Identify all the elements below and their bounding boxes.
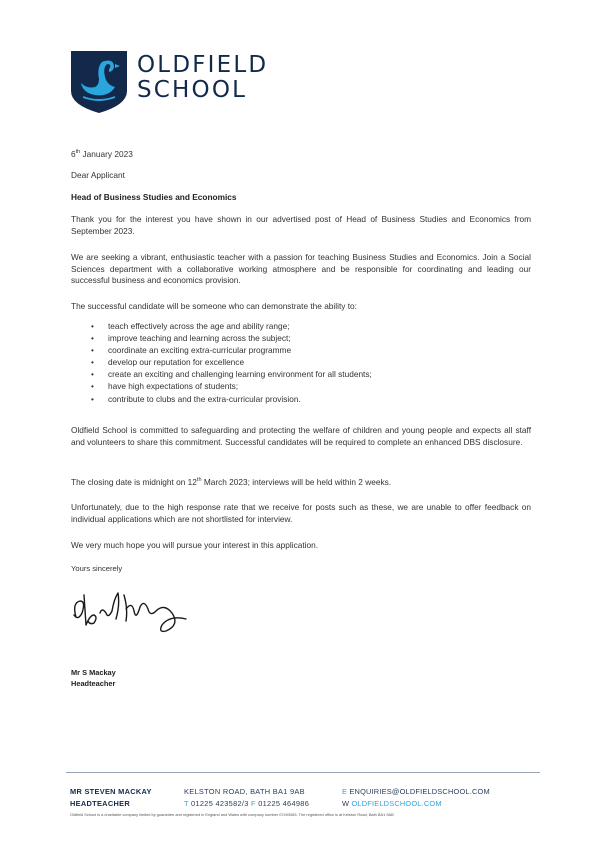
list-item: • teach effectively across the age and ability range;: [91, 320, 531, 332]
handwritten-signature: [68, 585, 198, 635]
swan-crest-icon: [71, 51, 127, 113]
footer-email[interactable]: ENQUIRIES@OLDFIELDSCHOOL.COM: [349, 787, 490, 796]
closing-date-rest: March 2023; interviews will be held within 2 weeks.: [201, 477, 392, 487]
school-name: [137, 53, 268, 103]
paragraph-intro: Thank you for the interest you have shown in our advertised post of Head of Business Studies and Economics from September 2023.: [71, 214, 531, 236]
fax-number: 01225 464986: [258, 798, 310, 808]
legal-notice: Oldfield School is a charitable company limited by guarantee and registered in England and Wales with company number 07493065. The registered office is at Kelston Road, Bath BA1 9AB: [70, 812, 394, 817]
signer-block: [71, 668, 116, 689]
footer-contact: [184, 786, 309, 809]
footer-email-line: [342, 786, 490, 798]
letter-subject: Head of Business Studies and Economics: [71, 192, 237, 202]
footer-head: [70, 786, 152, 809]
footer-divider: [66, 772, 540, 773]
phone-number: 01225 423582/3: [191, 798, 249, 808]
paragraph-feedback: Unfortunately, due to the high response rate that we receive for posts such as these, we are unable to offer feedback on individual applications which are not shortlisted for interview.: [71, 502, 531, 524]
footer-role: HEADTEACHER: [70, 798, 130, 808]
closing-line: Yours sincerely: [71, 564, 123, 573]
web-prefix: W: [342, 798, 350, 808]
phone-prefix: T: [184, 798, 189, 808]
date-month-year: January 2023: [80, 149, 133, 159]
paragraph-safeguarding: Oldfield School is committed to safeguarding and protecting the welfare of children and young people and expects all staff and volunteers to share this commitment. Successful candidates will be required to complete an enhanced DBS disclosure.: [71, 425, 531, 447]
letter-date: [71, 149, 531, 161]
footer-phones: [184, 798, 309, 810]
signer-title: Headteacher: [71, 678, 116, 688]
closing-date-suffix: th: [196, 477, 202, 484]
paragraph-closing-date: [71, 477, 531, 489]
school-name-line2: SCHOOL: [137, 77, 248, 103]
footer-address: KELSTON ROAD, BATH BA1 9AB: [184, 787, 305, 796]
list-item: • contribute to clubs and the extra-curricular provision.: [91, 393, 531, 405]
requirements-list: [91, 320, 531, 405]
list-item: • develop our reputation for excellence: [91, 356, 531, 368]
school-logo: [71, 51, 281, 113]
list-item: • create an exciting and challenging learning environment for all students;: [91, 368, 531, 380]
footer-online: [342, 786, 490, 809]
date-day: 6: [71, 149, 76, 159]
salutation: Dear Applicant: [71, 170, 125, 180]
paragraph-ability: The successful candidate will be someone who can demonstrate the ability to:: [71, 301, 357, 311]
list-item: • improve teaching and learning across the subject;: [91, 332, 531, 344]
list-item: • coordinate an exciting extra-curricular programme: [91, 344, 531, 356]
paragraph-hope: We very much hope you will pursue your interest in this application.: [71, 540, 319, 550]
closing-date-text: The closing date is midnight on 12: [71, 477, 197, 487]
footer-website[interactable]: OLDFIELDSCHOOL.COM: [351, 798, 442, 808]
footer-name: MR STEVEN MACKAY: [70, 787, 152, 796]
email-prefix: E: [342, 787, 348, 796]
fax-prefix: F: [251, 798, 256, 808]
date-suffix: th: [75, 149, 81, 156]
school-name-line1: OLDFIELD: [137, 52, 269, 78]
signer-name: Mr S Mackay: [71, 668, 116, 677]
footer-web-line: [342, 798, 490, 810]
list-item: • have high expectations of students;: [91, 380, 531, 392]
paragraph-role: We are seeking a vibrant, enthusiastic teacher with a passion for teaching Business Studies and Economics. Join a Social Sciences department with a collaborative working atmosphere and be responsible for coordinating and leading our successful business and economics provision.: [71, 252, 531, 286]
